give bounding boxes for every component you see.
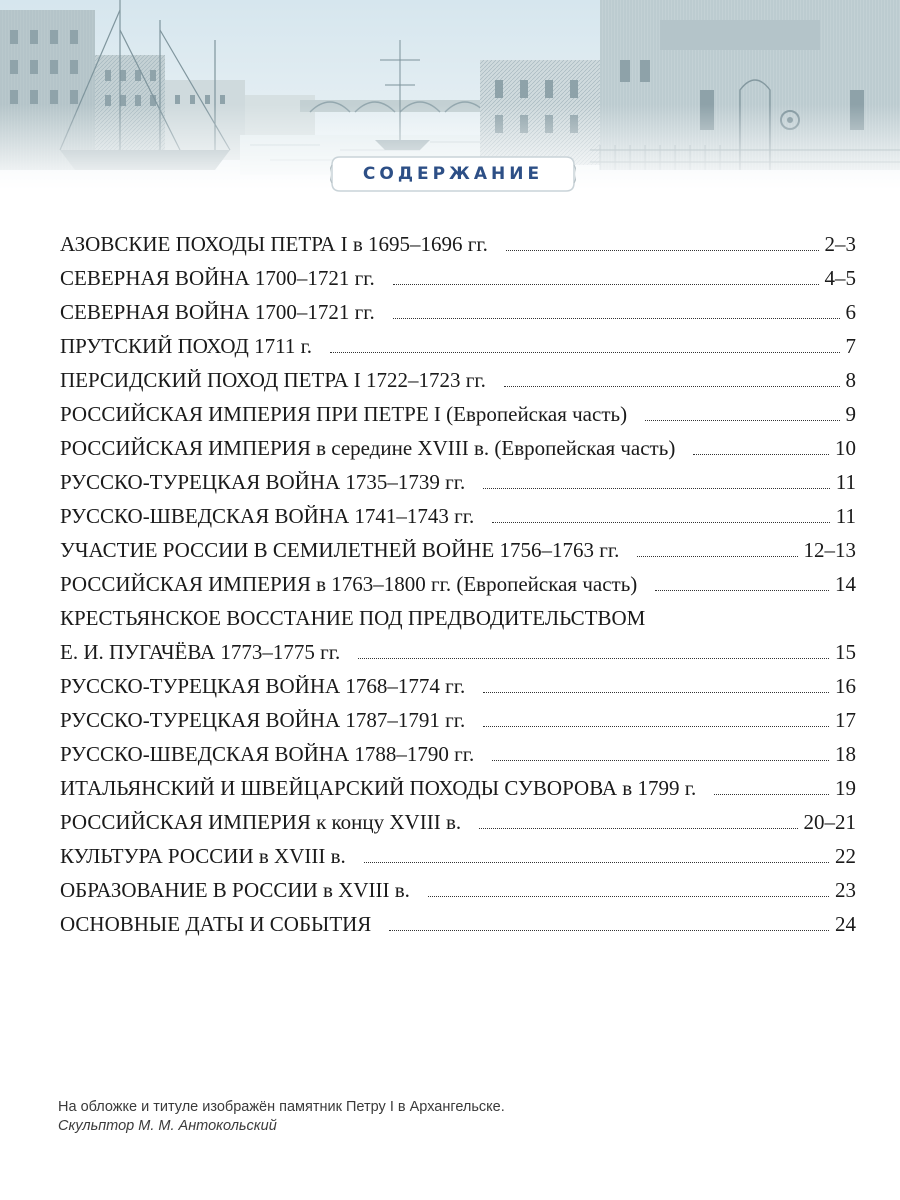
sculptor-credit-line: Скульптор М. М. Антокольский xyxy=(58,1118,277,1134)
toc-entry-title: РУССКО-ТУРЕЦКАЯ ВОЙНА 1735–1739 гг. xyxy=(60,470,466,494)
toc-entry-page: 9 xyxy=(845,402,856,426)
contents-title-ribbon xyxy=(330,155,576,193)
toc-entry-title: РУССКО-ТУРЕЦКАЯ ВОЙНА 1768–1774 гг. xyxy=(60,674,466,698)
toc-entry-title: РУССКО-ШВЕДСКАЯ ВОЙНА 1788–1790 гг. xyxy=(60,742,475,766)
toc-entry-page: 15 xyxy=(835,640,856,664)
toc-entry[interactable] xyxy=(60,495,856,529)
toc-entry-title: АЗОВСКИЕ ПОХОДЫ ПЕТРА I в 1695–1696 гг. xyxy=(60,232,488,256)
toc-entry-title: КРЕСТЬЯНСКОЕ ВОССТАНИЕ ПОД ПРЕДВОДИТЕЛЬСТВОМ xyxy=(60,606,646,630)
toc-entry[interactable] xyxy=(60,699,856,733)
dot-leader xyxy=(492,522,830,523)
toc-entry-page: 12–13 xyxy=(803,538,856,562)
toc-entry-title: ПРУТСКИЙ ПОХОД 1711 г. xyxy=(60,334,313,358)
toc-entry[interactable] xyxy=(60,767,856,801)
dot-leader xyxy=(637,556,797,557)
toc-entry-title: РУССКО-ШВЕДСКАЯ ВОЙНА 1741–1743 гг. xyxy=(60,504,475,528)
toc-entry-page: 8 xyxy=(845,368,856,392)
dot-leader xyxy=(693,454,829,455)
toc-entry[interactable] xyxy=(60,835,856,869)
toc-entry-page: 22 xyxy=(835,844,856,868)
toc-entry[interactable] xyxy=(60,869,856,903)
dot-leader xyxy=(492,760,829,761)
toc-entry-title: РОССИЙСКАЯ ИМПЕРИЯ к концу XVIII в. xyxy=(60,810,462,834)
toc-entry[interactable] xyxy=(60,563,856,597)
toc-entry-title: СЕВЕРНАЯ ВОЙНА 1700–1721 гг. xyxy=(60,266,375,290)
toc-entry-page: 16 xyxy=(835,674,856,698)
dot-leader xyxy=(645,420,839,421)
toc-entry[interactable] xyxy=(60,291,856,325)
toc-entry[interactable] xyxy=(60,529,856,563)
toc-entry[interactable] xyxy=(60,393,856,427)
toc-entry-title: УЧАСТИЕ РОССИИ В СЕМИЛЕТНЕЙ ВОЙНЕ 1756–1763 гг. xyxy=(60,538,620,562)
toc-entry-page: 17 xyxy=(835,708,856,732)
cover-credit-note xyxy=(58,1098,505,1136)
dot-leader xyxy=(483,488,830,489)
toc-entry-title: РОССИЙСКАЯ ИМПЕРИЯ в середине XVIII в. (Европейская часть) xyxy=(60,436,676,460)
dot-leader xyxy=(483,726,829,727)
toc-entry-page: 7 xyxy=(845,334,856,358)
toc-entry-title: ОБРАЗОВАНИЕ В РОССИИ в XVIII в. xyxy=(60,878,410,902)
toc-entry[interactable] xyxy=(60,903,856,937)
page-title: СОДЕРЖАНИЕ xyxy=(362,164,544,184)
toc-entry-page: 11 xyxy=(835,504,856,528)
toc-entry-title: РОССИЙСКАЯ ИМПЕРИЯ ПРИ ПЕТРЕ I (Европейская часть) xyxy=(60,402,628,426)
toc-entry[interactable] xyxy=(60,665,856,699)
toc-entry[interactable] xyxy=(60,257,856,291)
toc-entry-title: РОССИЙСКАЯ ИМПЕРИЯ в 1763–1800 гг. (Европейская часть) xyxy=(60,572,638,596)
toc-entry-title: ОСНОВНЫЕ ДАТЫ И СОБЫТИЯ xyxy=(60,912,372,936)
dot-leader xyxy=(714,794,829,795)
toc-entry-title: ПЕРСИДСКИЙ ПОХОД ПЕТРА I 1722–1723 гг. xyxy=(60,368,486,392)
toc-entry[interactable] xyxy=(60,733,856,767)
cover-credit-line: На обложке и титуле изображён памятник Петру I в Архангельске. xyxy=(58,1099,505,1115)
toc-entry-title: Е. И. ПУГАЧЁВА 1773–1775 гг. xyxy=(60,640,341,664)
toc-entry-page: 2–3 xyxy=(824,232,856,256)
dot-leader xyxy=(483,692,829,693)
toc-entry[interactable] xyxy=(60,223,856,257)
dot-leader xyxy=(428,896,829,897)
dot-leader xyxy=(393,318,840,319)
dot-leader xyxy=(364,862,829,863)
toc-entry-page: 18 xyxy=(835,742,856,766)
toc-entry-title: ИТАЛЬЯНСКИЙ И ШВЕЙЦАРСКИЙ ПОХОДЫ СУВОРОВА в 1799 г. xyxy=(60,776,697,800)
dot-leader xyxy=(504,386,840,387)
toc-entry-page: 10 xyxy=(835,436,856,460)
toc-entry-title: РУССКО-ТУРЕЦКАЯ ВОЙНА 1787–1791 гг. xyxy=(60,708,466,732)
toc-entry-title: СЕВЕРНАЯ ВОЙНА 1700–1721 гг. xyxy=(60,300,375,324)
toc-entry[interactable] xyxy=(60,461,856,495)
dot-leader xyxy=(389,930,829,931)
toc-entry-page: 24 xyxy=(835,912,856,936)
dot-leader xyxy=(506,250,819,251)
toc-entry-page: 6 xyxy=(845,300,856,324)
toc-entry[interactable] xyxy=(60,631,856,665)
toc-entry[interactable] xyxy=(60,359,856,393)
toc-entry-page: 11 xyxy=(835,470,856,494)
toc-entry-page: 14 xyxy=(835,572,856,596)
toc-entry-page: 4–5 xyxy=(824,266,856,290)
toc-entry[interactable] xyxy=(60,427,856,461)
toc-entry[interactable] xyxy=(60,801,856,835)
toc-entry[interactable] xyxy=(60,597,856,631)
toc-entry-title: КУЛЬТУРА РОССИИ в XVIII в. xyxy=(60,844,346,868)
toc-entry-page: 19 xyxy=(835,776,856,800)
toc-entry-page: 20–21 xyxy=(803,810,856,834)
dot-leader xyxy=(393,284,819,285)
toc-entry[interactable] xyxy=(60,325,856,359)
dot-leader xyxy=(358,658,829,659)
dot-leader xyxy=(330,352,839,353)
dot-leader xyxy=(479,828,797,829)
toc-entry-page: 23 xyxy=(835,878,856,902)
dot-leader xyxy=(655,590,829,591)
